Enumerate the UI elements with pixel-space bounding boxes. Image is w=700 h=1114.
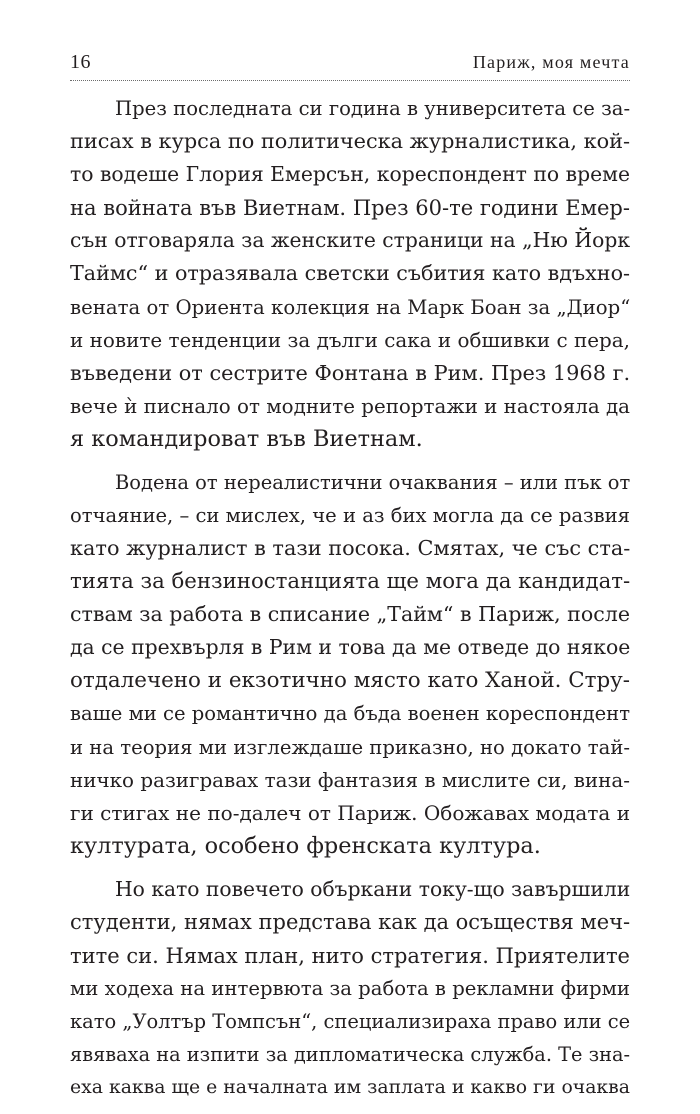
text-line: отчаяние, – си мислех, че и аз бих могла да се развия [70, 503, 630, 527]
paragraph-3 [70, 873, 630, 1105]
text-line: да се прехвърля в Рим и това да ме отведе до някое [70, 635, 631, 660]
text-line: ги стигах не по-далеч от Париж. Обожавах модата и [70, 800, 631, 825]
text-line: ничко разигравах тази фантазия в мислите си, вина- [70, 768, 630, 792]
header-rule [70, 80, 630, 81]
text-line: като журналист в тази посока. Смятах, че със ста- [70, 536, 631, 561]
page-number: 16 [70, 51, 91, 73]
text-line: тията за бензиностанцията ще мога да кандидат- [70, 569, 631, 595]
text-line: вече ѝ писнало от модните репортажи и настояла да [70, 394, 630, 418]
text-line: вената от Ориента колекция на Марк Боан за „Диор“ [70, 295, 631, 319]
text-line: Но като повечето объркани току-що завършили [115, 876, 631, 901]
text-line: ствам за работа в списание „Тайм“ в Париж, после [70, 602, 630, 627]
text-line: Таймс“ и отразявала светски събития като вдъхно- [70, 261, 630, 286]
text-line: сън отговаряла за женските страници на „Ню Йорк [70, 228, 630, 253]
text-line: на войната във Виетнам. През 60-те години Емер- [70, 195, 630, 221]
body-text [70, 92, 630, 1114]
text-line: отдалечено и екзотично място като Ханой. Стру- [70, 668, 630, 694]
text-line: писах в курса по политическа журналистика, кой- [70, 129, 631, 154]
text-line: Водена от нереалистични очаквания – или пък от [115, 470, 631, 494]
text-line: я командироват във Виетнам. [70, 425, 423, 452]
text-line: като „Уолтър Томпсън“, специализираха право или се [70, 1010, 631, 1034]
text-line: явяваха на изпити за дипломатическа служба. Те зна- [70, 1043, 631, 1067]
text-line: ваше ми се романтично да бъда военен кореспондент [70, 702, 630, 726]
text-line: то водеше Глория Емерсън, кореспондент по време [70, 162, 631, 187]
paragraph-2 [70, 466, 630, 863]
text-line: ми ходеха на интервюта за работа в рекламни фирми [70, 977, 630, 1001]
text-line: и на теория ми изглеждаше приказно, но докато тай- [70, 735, 631, 759]
text-line: тите си. Нямах план, нито стратегия. Приятелите [70, 942, 630, 968]
text-line: студенти, нямах представа как да осъществя меч- [70, 909, 631, 934]
text-line: и новите тенденции за дълги сака и обшивки с пера, [70, 328, 630, 352]
text-line: въведени от сестрите Фонтана в Рим. През 1968 г. [70, 360, 631, 385]
text-line: През последната си година в университета се за- [115, 97, 631, 120]
running-title: Париж, моя мечта [472, 52, 630, 72]
running-head [70, 44, 630, 74]
paragraph-1 [70, 92, 630, 456]
text-line: еха каква ще е началната им заплата и какво ги очаква [70, 1077, 630, 1099]
text-line: културата, особено френската култура. [70, 832, 541, 859]
